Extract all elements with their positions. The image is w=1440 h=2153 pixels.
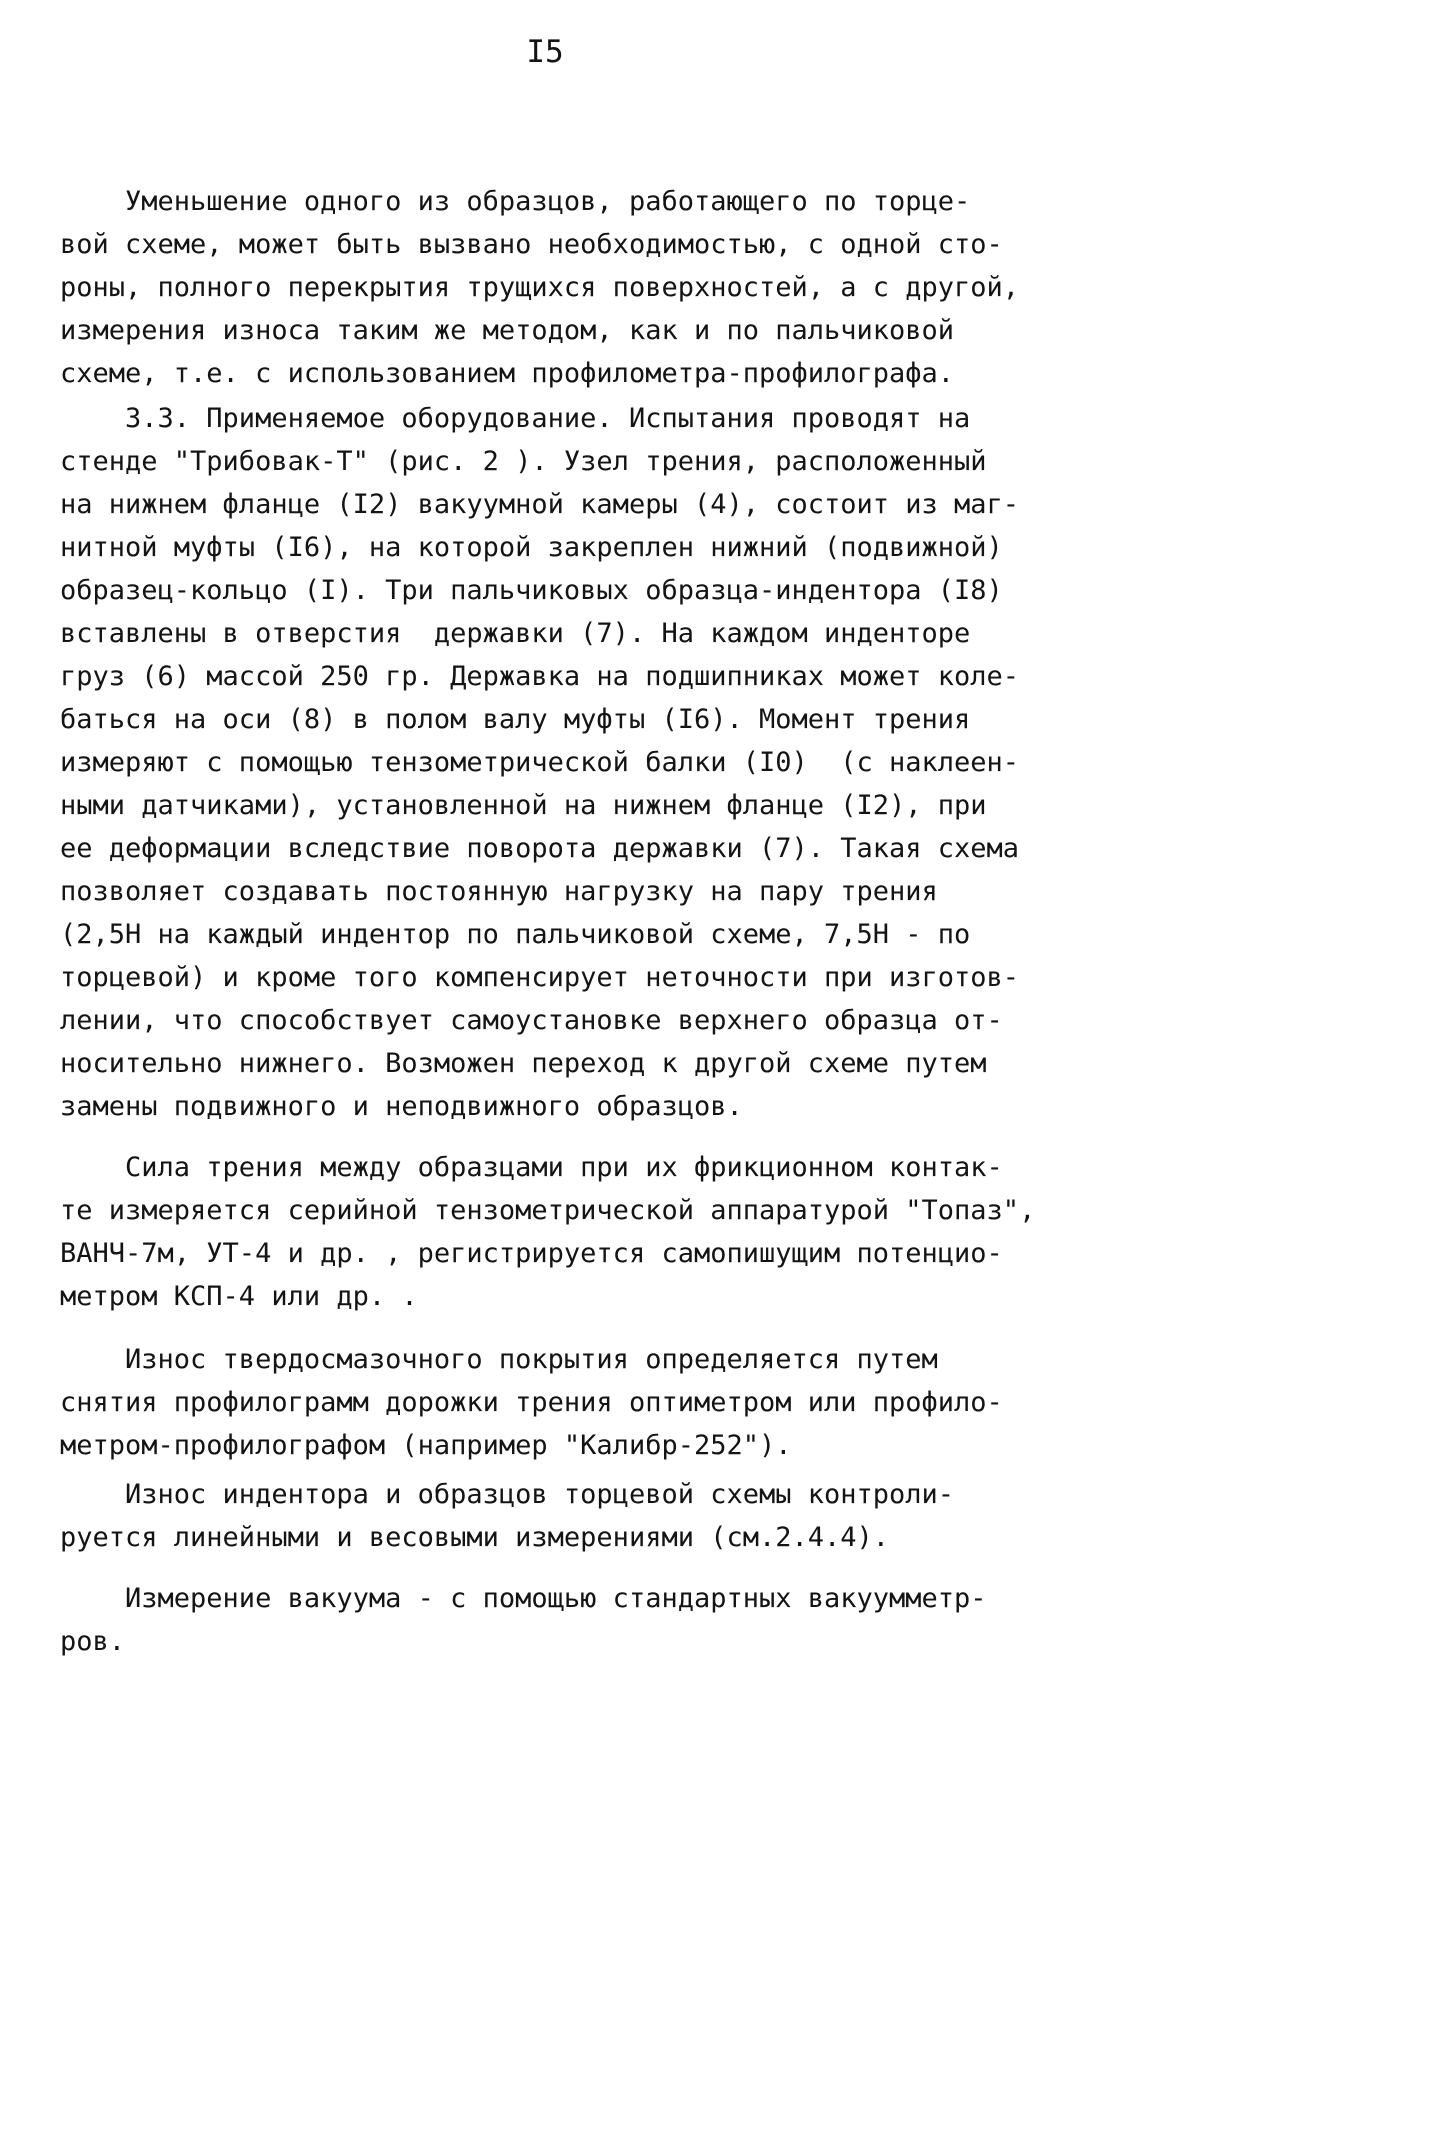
text-line: 3.3. Применяемое оборудование. Испытания проводят на (60, 403, 971, 434)
paragraph-indenter-wear (60, 1473, 1140, 1559)
text-line: схеме, т.е. с использованием профилометра-профилографа. (60, 358, 955, 389)
text-line: ров. (60, 1626, 126, 1657)
text-line: замены подвижного и неподвижного образцов. (60, 1091, 743, 1122)
text-line: груз (6) массой 250 гр. Державка на подшипниках может коле- (60, 661, 1020, 692)
text-line: ее деформации вследствие поворота державки (7). Такая схема (60, 833, 1020, 864)
text-line: нитной муфты (I6), на которой закреплен нижний (подвижной) (60, 532, 1003, 563)
text-line: лении, что способствует самоустановке верхнего образца от- (60, 1005, 1003, 1036)
text-line: вой схеме, может быть вызвано необходимостью, с одной сто- (60, 229, 1003, 260)
text-line: вставлены в отверстия державки (7). На каждом инденторе (60, 618, 971, 649)
text-line: носительно нижнего. Возможен переход к другой схеме путем (60, 1048, 987, 1079)
text-line: на нижнем фланце (I2) вакуумной камеры (4), состоит из маг- (60, 489, 1020, 520)
text-line: Сила трения между образцами при их фрикционном контак- (60, 1152, 1003, 1183)
text-line: Измерение вакуума - с помощью стандартных вакуумметр- (60, 1583, 987, 1614)
paragraph-sample-reduction (60, 180, 1140, 395)
text-line: Износ индентора и образцов торцевой схемы контроли- (60, 1479, 955, 1510)
text-line: ными датчиками), установленной на нижнем фланце (I2), при (60, 790, 987, 821)
text-line: ВАНЧ-7м, УТ-4 и др. , регистрируется самопишущим потенцио- (60, 1238, 1003, 1269)
text-line: метром-профилографом (например "Калибр-252"). (60, 1430, 792, 1461)
text-line: измерения износа таким же методом, как и по пальчиковой (60, 315, 955, 346)
page-number: I5 (526, 34, 564, 70)
paragraph-vacuum-measurement (60, 1577, 1140, 1663)
text-line: Уменьшение одного из образцов, работающего по торце- (60, 186, 971, 217)
text-line: измеряют с помощью тензометрической балки (I0) (с наклеен- (60, 747, 1020, 778)
text-line: баться на оси (8) в полом валу муфты (I6). Момент трения (60, 704, 971, 735)
text-line: роны, полного перекрытия трущихся поверхностей, а с другой, (60, 272, 1020, 303)
text-line: стенде "Трибовак-Т" (рис. 2 ). Узел трения, расположенный (60, 446, 987, 477)
text-line: метром КСП-4 или др. . (60, 1281, 418, 1312)
text-line: те измеряется серийной тензометрической аппаратурой "Топаз", (60, 1195, 1036, 1226)
paragraph-equipment (60, 397, 1140, 1128)
paragraph-coating-wear (60, 1338, 1140, 1467)
text-line: руется линейными и весовыми измерениями (см.2.4.4). (60, 1522, 890, 1553)
document-body (60, 180, 1140, 1663)
text-line: позволяет создавать постоянную нагрузку на пару трения (60, 876, 938, 907)
paragraph-friction-force (60, 1146, 1140, 1318)
text-line: Износ твердосмазочного покрытия определяется путем (60, 1344, 938, 1375)
text-line: (2,5Н на каждый индентор по пальчиковой схеме, 7,5Н - по (60, 919, 971, 950)
text-line: снятия профилограмм дорожки трения оптиметром или профило- (60, 1387, 1003, 1418)
text-line: торцевой) и кроме того компенсирует неточности при изготов- (60, 962, 1020, 993)
text-line: образец-кольцо (I). Три пальчиковых образца-индентора (I8) (60, 575, 1003, 606)
